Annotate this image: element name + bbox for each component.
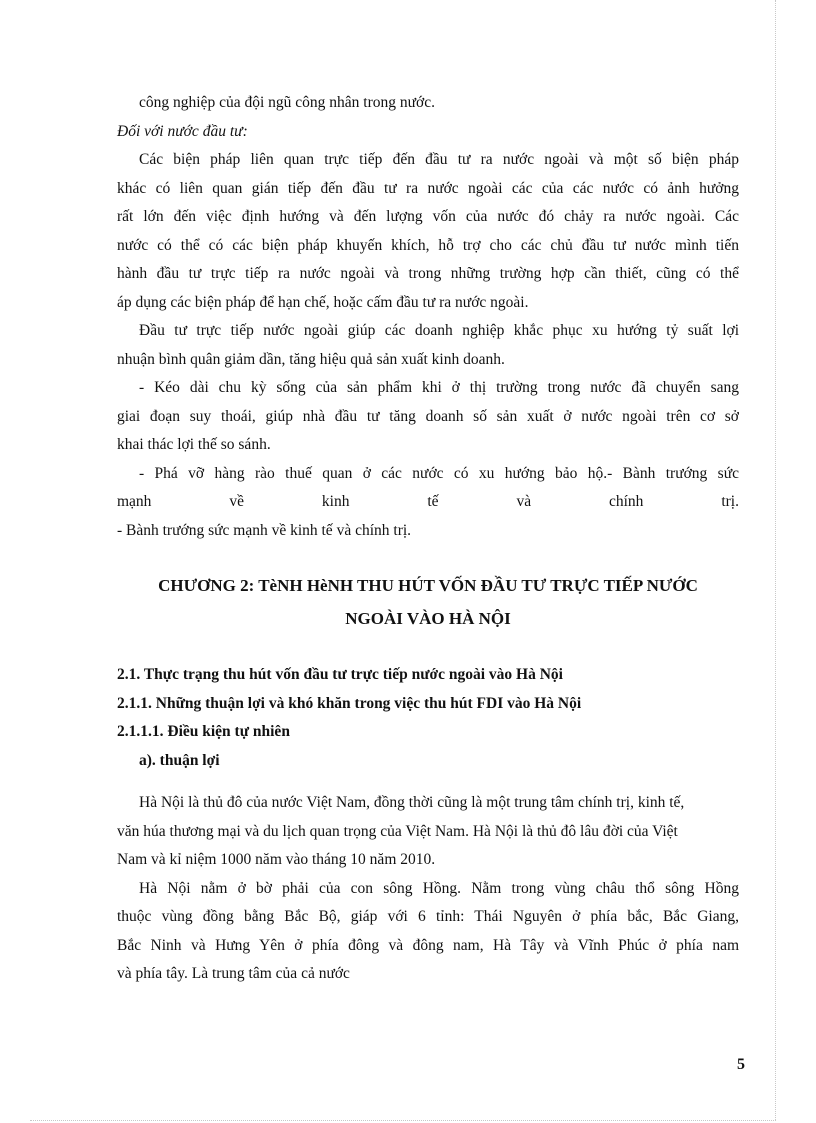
text-line: - Bành trướng sức mạnh về kinh tế và chính trị. [117, 521, 412, 539]
text-line: giai đoạn suy thoái, giúp nhà đầu tư tăng doanh số sản xuất ở nước ngoài trên cơ sở [117, 407, 739, 425]
text-line: Bắc Ninh và Hưng Yên ở phía đông và đông nam, Hà Tây và Vĩnh Phúc ở phía nam [117, 936, 739, 954]
text-line: khai thác lợi thế so sánh. [117, 436, 271, 453]
text-line: khác có liên quan gián tiếp đến đầu tư ra nước ngoài các của các nước có ảnh hưởng [117, 179, 739, 197]
body-text-bottom [117, 789, 739, 989]
text-line: văn húa thương mại và du lịch quan trọng của Việt Nam. Hà Nội là thủ đô lâu đời của Việt [117, 822, 678, 840]
text-line: rất lớn đến việc định hướng và đến lượng vốn của nước đó chảy ra nước ngoài. Các [117, 208, 739, 225]
page-number: 5 [737, 1056, 745, 1073]
text-line: Hà Nội là thủ đô của nước Việt Nam, đồng thời cũng là một trung tâm chính trị, kinh tế, [139, 794, 685, 811]
subheading-investing-country: Đối với nước đầu tư: [117, 122, 248, 140]
text-line: hành đầu tư trực tiếp ra nước ngoài và trong những trường hợp cần thiết, cũng có thể [117, 265, 739, 282]
page-border-bottom [30, 1120, 776, 1121]
sections [117, 661, 739, 775]
text-line: Đầu tư trực tiếp nước ngoài giúp các doanh nghiệp khắc phục xu hướng tỷ suất lợi [139, 322, 739, 339]
text-line: mạnh về kinh tế và chính trị. [117, 493, 739, 510]
text-line: thuộc vùng đồng bằng Bắc Bộ, giáp với 6 tỉnh: Thái Nguyên ở phía bắc, Bắc Giang, [117, 908, 739, 925]
section-heading-2-1-1: 2.1.1. Những thuận lợi và khó khăn trong việc thu hút FDI vào Hà Nội [117, 694, 582, 712]
page-border-right [775, 0, 776, 1120]
text-line: Các biện pháp liên quan trực tiếp đến đầu tư ra nước ngoài và một số biện pháp [139, 151, 739, 168]
text-line: Hà Nội nằm ở bờ phải của con sông Hồng. Nằm trong vùng châu thổ sông Hồng [139, 879, 739, 897]
text-line: nhuận bình quân giảm dần, tăng hiệu quả sản xuất kinh doanh. [117, 350, 505, 368]
text-line: nước có thể có các biện pháp khuyến khích, hỗ trợ cho các chủ đầu tư nước mình tiến [117, 236, 739, 254]
text-line: công nghiệp của đội ngũ công nhân trong nước. [139, 94, 435, 111]
section-heading-2-1-1-1: 2.1.1.1. Điều kiện tự nhiên [117, 723, 290, 740]
text-line: áp dụng các biện pháp để hạn chế, hoặc cấm đầu tư ra nước ngoài. [117, 293, 529, 311]
chapter-title-line2: NGOÀI VÀO HÀ NỘI [345, 609, 511, 628]
chapter-title-line1: CHƯƠNG 2: TèNH HèNH THU HÚT VỐN ĐẦU TƯ TRỰC TIẾP NƯỚC [158, 576, 698, 595]
text-line: Nam và kỉ niệm 1000 năm vào tháng 10 năm 2010. [117, 851, 436, 868]
section-heading-2-1: 2.1. Thực trạng thu hút vốn đầu tư trực tiếp nước ngoài vào Hà Nội [117, 666, 563, 683]
chapter-title [117, 569, 739, 635]
subsection-heading-a: a). thuận lợi [139, 751, 220, 769]
text-line: - Kéo dài chu kỳ sống của sản phẩm khi ở thị trường trong nước đã chuyển sang [139, 379, 739, 396]
text-line: - Phá vỡ hàng rào thuế quan ở các nước có xu hướng bảo hộ.- Bành trướng sức [139, 464, 739, 482]
text-line: và phía tây. Là trung tâm của cả nước [117, 965, 350, 982]
body-text-top [117, 89, 739, 545]
